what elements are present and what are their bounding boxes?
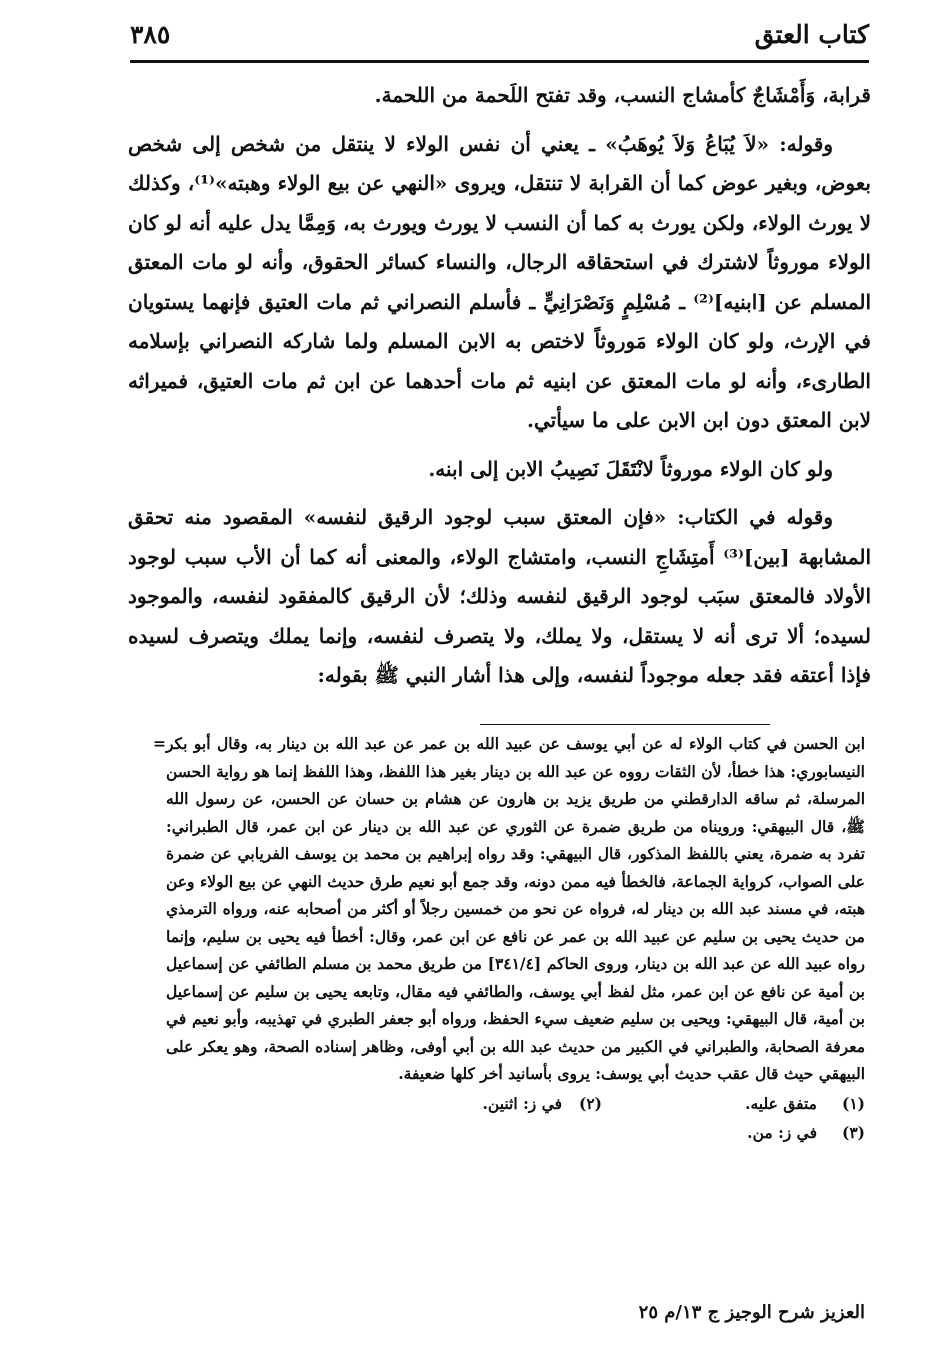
footnote-3-text: في ز: من. [747, 1123, 817, 1142]
paragraph-1: قرابة، وَأَمْشَاجٌ كأمشاج النسب، وقد تفتح اللَحمة من اللحمة. [374, 83, 871, 107]
footnote-rule [480, 724, 770, 725]
footnote-continuation [130, 730, 865, 1088]
footnote-continuation-text: ابن الحسن في كتاب الولاء له عن أبي يوسف عن عبيد الله بن عمر عن عبد الله بن دينار به، وقال أبو بكر النيسابوري: هذا خطأ، لأن الثقات رووه عن عبد الله بن دينار بغير هذا اللفظ، وهذا اللفظ إنما هو رواية الحسن المرسلة، ثم ساقه الدارقطني من طريق يزيد بن هارون عن هشام بن حسان عن الحسن، عن رسول الله ﷺ، قال البيهقي: ورويناه من طريق ضمرة عن الثوري عن عبد الله بن دينار عن ابن عمر، قال الطبراني: تفرد به ضمرة، يعني باللفظ المذكور، قال البيهقي: وقد رواه إبراهيم بن محمد بن يوسف الفريابي عن ضمرة على الصواب، كرواية الجماعة، فالخطأ فيه ممن دونه، وقد جمع أبو نعيم طرق حديث النهي عن بيع الولاء وعن هبته، في مسند عبد الله بن دينار له، فرواه عن نحو من خمسين رجلاً أو أكثر من أصحابه عنه، ورواه الترمذي من حديث يحيى بن سليم عن عبيد الله بن عمر عن نافع عن ابن عمر، وقال: أخطأ فيه يحيى بن سليم، وإنما رواه عبيد الله عن عبد الله بن دينار، وروى الحاكم [٣٤١/٤] من طريق محمد بن مسلم الطائفي عن إسماعيل بن أمية عن نافع عن ابن عمر، مثل لفظ أبي يوسف، والطائفي فيه مقال، وتابعه يحيى بن سليم عن إسماعيل بن أمية، قال البيهقي: ويحيى بن سليم ضعيف سيء الحفظ، ورواه أبو جعفر الطبري في تهذيبه، وأبو نعيم في معرفة الصحابة، والطبراني في الكبير من حديث عبد الله بن أبي أوفى، وظاهر إسناده الصحة، وهو يعكر على البيهقي حيث قال عقب حديث أبي يوسف: يروى بأسانيد أخر كلها ضعيفة. [166, 734, 865, 1083]
running-header [130, 14, 869, 54]
paragraph-3: ولو كان الولاء موروثاً لانْتَقَلَ نَصِيبُ الابن إلى ابنه. [428, 456, 833, 481]
footnote-3-mark: (٣) [841, 1123, 865, 1142]
footnote-row-1-2 [130, 1090, 865, 1118]
footnote-2-mark: (٢) [578, 1093, 602, 1113]
footnote-1-text: متفق عليه. [745, 1093, 817, 1113]
footnote-continuation-mark: = [153, 734, 166, 753]
running-title: كتاب العتق [754, 19, 869, 49]
footnote-1-mark: (١) [841, 1093, 865, 1113]
footnote-2-text: في ز: اثنين. [482, 1093, 562, 1113]
footnotes [130, 730, 865, 1147]
footnote-row-3 [130, 1119, 865, 1147]
header-rule [130, 60, 869, 63]
paragraph-4: وقوله في الكتاب: «فإن المعتق سبب لوجود الرقيق لنفسه» المقصود منه تحقق المشابهة [بين]⁽³⁾ أَمتِشَاجِ النسب، وامتشاج الولاء، والمعنى أنه كما أن الأب سبب لوجود الأولاد فالمعتق سبَب لوجود الرقيق لنفسه وذلك؛ لأن الرقيق كالمفقود لنفسه، والموجود لسيده؛ ألا ترى أنه لا يستقل، ولا يملك، ولا يتصرف لنفسه، وإنما يملك ويتصرف لسيده فإذا أعتقه فقد جعله موجوداً لنفسه، وإلى هذا أشار النبي ﷺ بقوله: [128, 505, 871, 687]
page-number: ٣٨٥ [130, 19, 171, 49]
paragraph-2: وقوله: «لاَ يُبَاعُ وَلاَ يُوهَبُ» ـ يعني أن نفس الولاء لا ينتقل من شخص إلى شخص بعوض، وبغير عوض كما أن القرابة لا تنتقل، ويروى «النهي عن بيع الولاء وهبته»⁽¹⁾، وكذلك لا يورث الولاء، ولكن يورث به كما أن النسب لا يورث ويورث به، وَمِمَّا يدل عليه أنه لو كان الولاء موروثاً لاشترك في استحقاقه الرجال، والنساء كسائر الحقوق، وأنه لو مات المعتق المسلم عن [ابنيه]⁽²⁾ ـ مُسْلِمٍ وَنَصْرَانِيٍّ ـ فأسلم النصراني ثم مات العتيق فإنهما يستويان في الإرث، ولو كان الولاء مَوروثاً لاختص به الابن المسلم ولما شاركه النصراني بإسلامه الطارىء، وأنه لو مات المعتق عن ابنيه ثم مات أحدهما عن ابن ثم مات العتيق، فميراثه لابن المعتق دون ابن الابن على ما سيأتي. [128, 131, 871, 432]
main-text [128, 76, 871, 705]
signature-mark: العزيز شرح الوجيز ج ١٣/م ٢٥ [638, 1302, 865, 1323]
